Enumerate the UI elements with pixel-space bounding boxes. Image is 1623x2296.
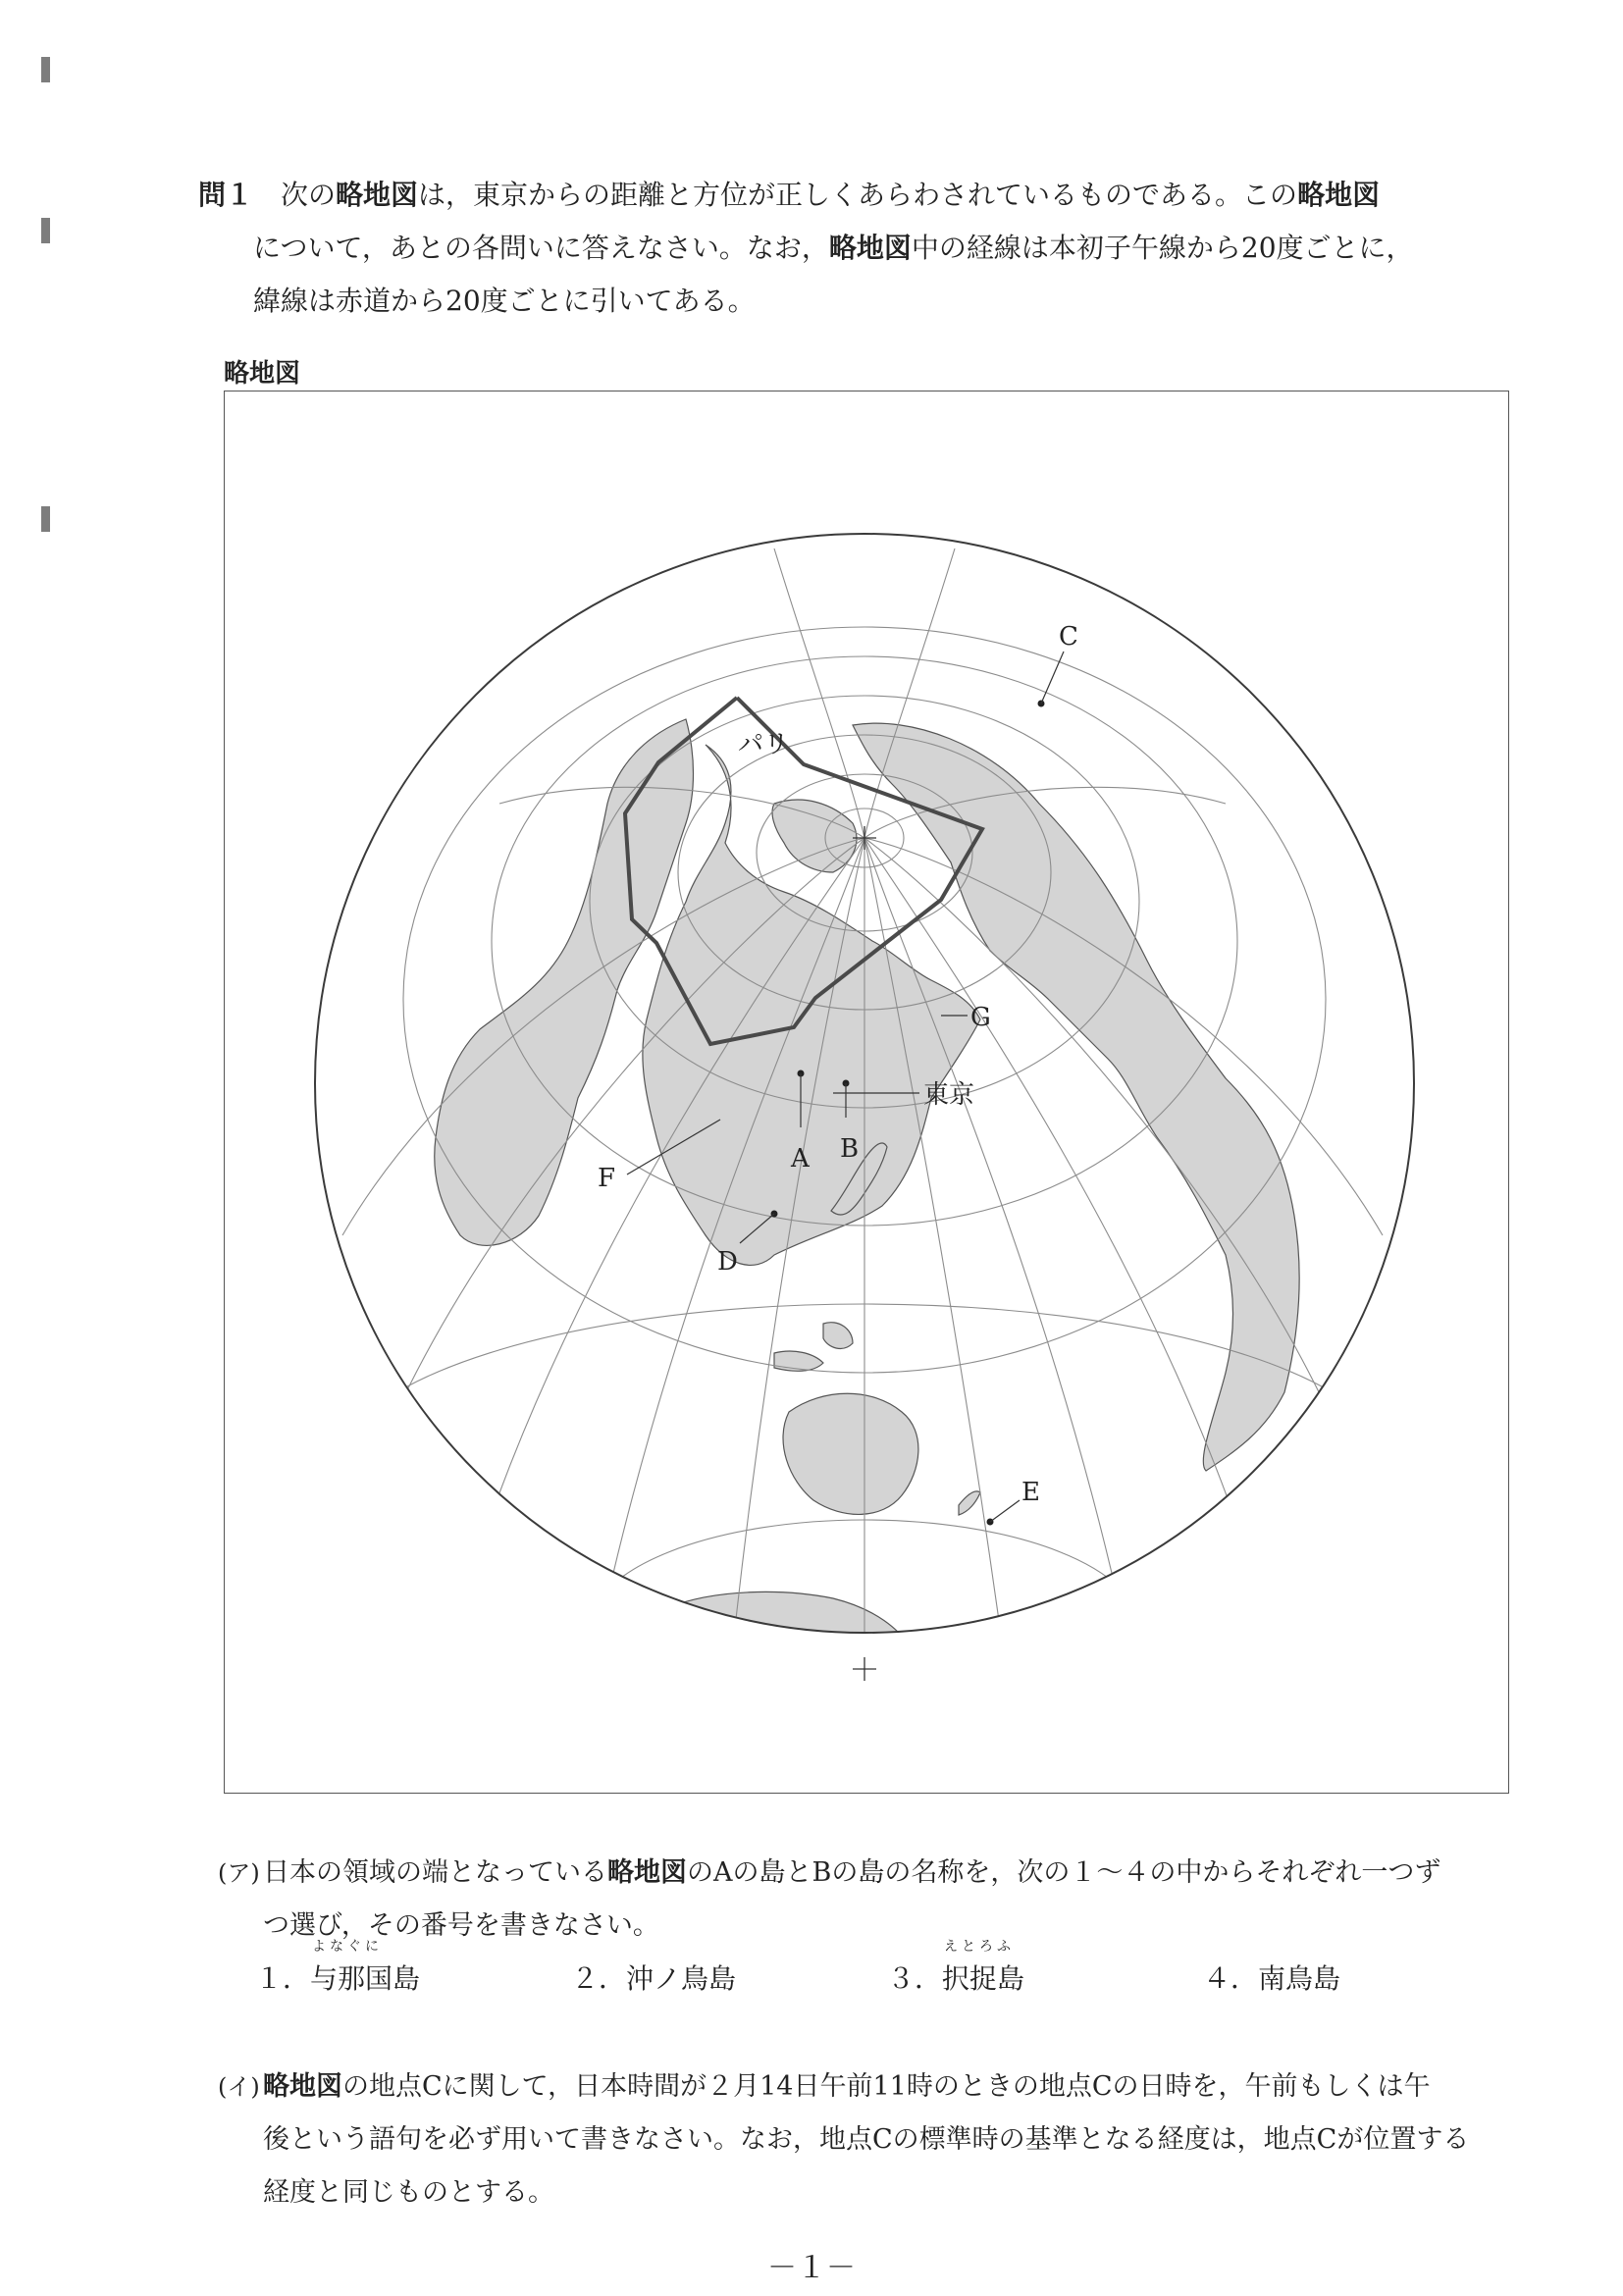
margin-mark: [41, 57, 50, 82]
choice-number: ２．: [571, 1962, 627, 1995]
text: の地点Cに関して，日本時間が２月14日午前11時のときの地点Cの日時を，午前もしくは午: [342, 2071, 1431, 2102]
page-number: －１－: [767, 2251, 856, 2285]
label-A: A: [791, 1144, 810, 1174]
bold-term: 略地図: [263, 2071, 342, 2102]
map-frame: [224, 391, 1509, 1794]
landmass-indonesia: [774, 1351, 823, 1371]
bold-term: 略地図: [336, 179, 419, 211]
ruby: よなぐに: [312, 1939, 383, 1955]
answer-choices: [255, 1939, 1531, 2016]
label-B: B: [840, 1134, 860, 1164]
choice-number: １．: [255, 1962, 311, 1995]
text: は，東京からの距離と方位が正しくあらわされているものである。この: [418, 179, 1298, 211]
subquestion-a-line-1: [218, 1847, 1533, 1900]
landmass-borneo: [823, 1323, 853, 1349]
question-number: 問１: [198, 179, 254, 211]
ruby: えとろふ: [944, 1939, 1015, 1955]
bold-term: 略地図: [828, 232, 912, 264]
map-disc: [335, 548, 1394, 1736]
question-line-2: [198, 222, 1523, 275]
map-title: 略地図: [224, 359, 301, 389]
label-G: G: [970, 1003, 991, 1032]
margin-mark: [41, 218, 50, 243]
choice-name: 択捉島: [942, 1962, 1025, 1995]
text: 日本の領域の端となっている: [263, 1857, 607, 1888]
subquestion-a-line-2: つ選び，その番号を書きなさい。: [263, 1910, 659, 1941]
label-tokyo: 東京: [923, 1080, 975, 1110]
subquestion-i-line-3: 経度と同じものとする。: [263, 2177, 554, 2208]
question-line-3: 緯線は赤道から20度ごとに引いてある。: [253, 285, 756, 317]
choice-2: [571, 1957, 736, 1997]
subquestion-marker: (イ): [218, 2073, 260, 2101]
subquestion-i: [218, 2061, 1533, 2219]
text: のAの島とBの島の名称を，次の１～４の中からそれぞれ一つず: [687, 1857, 1441, 1888]
azimuthal-map: [225, 391, 1510, 1795]
choice-1: [255, 1939, 421, 1997]
label-E: E: [1021, 1478, 1040, 1507]
landmass-new-zealand: [959, 1491, 980, 1515]
text: 中の経線は本初子午線から20度ごとに，: [911, 232, 1414, 264]
choice-4: [1203, 1957, 1340, 1997]
bold-term: 略地図: [1297, 179, 1381, 211]
text: 次の: [281, 179, 337, 211]
choice-3: [887, 1939, 1025, 1997]
subquestion-a: [218, 1847, 1533, 1953]
choice-name: 与那国島: [310, 1962, 421, 1995]
landmass-australia: [783, 1393, 918, 1514]
label-paris: パリ: [738, 730, 790, 759]
label-C: C: [1059, 622, 1078, 652]
question-line-1: [198, 169, 1523, 222]
label-D: D: [717, 1247, 738, 1277]
landmass-arctic: [772, 800, 857, 872]
bold-term: 略地図: [607, 1857, 687, 1888]
text: について，あとの各問いに答えなさい。なお，: [253, 232, 829, 264]
subquestion-i-line-2: 後という語句を必ず用いて書きなさい。なお，地点Cの標準時の基準となる経度は，地点Cが位置する: [263, 2124, 1470, 2155]
subquestion-i-line-1: [218, 2061, 1533, 2113]
choice-name: 南鳥島: [1258, 1962, 1341, 1995]
margin-mark: [41, 506, 50, 532]
choice-number: ４．: [1203, 1962, 1259, 1995]
subquestion-marker: (ア): [218, 1859, 260, 1887]
landmass-antarctica: [665, 1592, 916, 1694]
land: [435, 719, 1299, 1695]
choice-name: 沖ノ鳥島: [626, 1962, 737, 1995]
label-F: F: [598, 1164, 616, 1193]
question-block: [198, 169, 1523, 328]
choice-number: ３．: [887, 1962, 943, 1995]
